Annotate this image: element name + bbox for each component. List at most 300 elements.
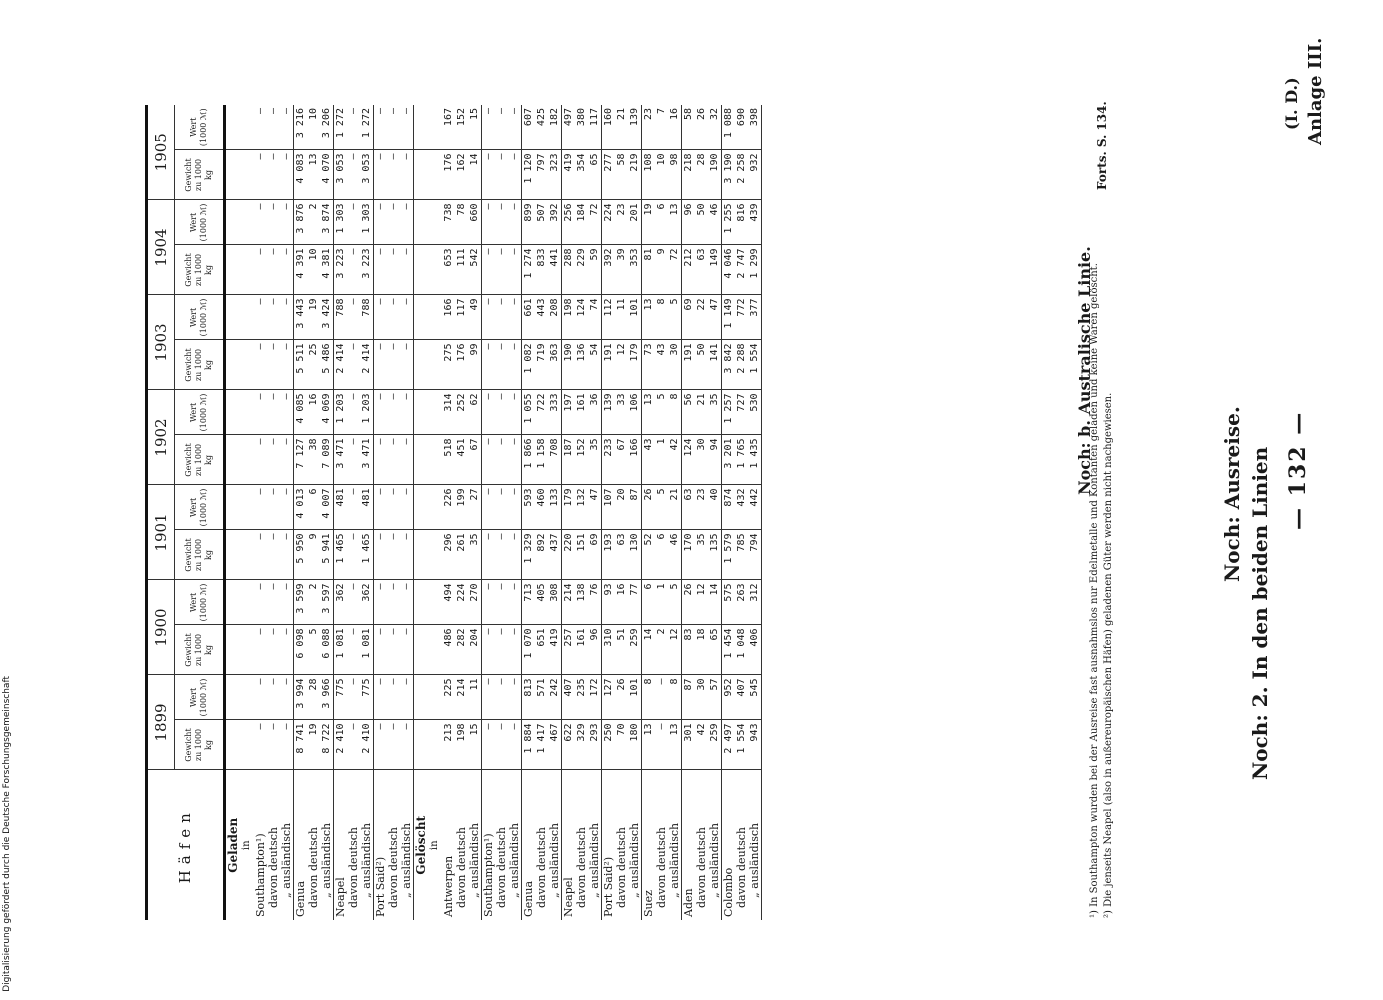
row-label: „ ausländisch [468, 770, 482, 920]
value-cell: 1 203 [334, 390, 348, 435]
weight-cell: 1 329 [522, 530, 536, 580]
weight-cell: 39 [615, 245, 628, 295]
weight-cell: — [374, 625, 388, 675]
weight-cell: 136 [575, 340, 588, 390]
value-cell: 899 [522, 200, 536, 245]
section-title: Geladen [226, 817, 240, 873]
empty-cell [414, 245, 443, 295]
weight-cell: 30 [695, 435, 708, 485]
value-cell: 816 [735, 200, 748, 245]
weight-cell: 229 [575, 245, 588, 295]
weight-cell: 5 [307, 625, 320, 675]
value-cell: 101 [628, 675, 642, 720]
weight-cell: 1 465 [334, 530, 348, 580]
weight-cell: 149 [708, 245, 722, 295]
value-cell: 3 994 [294, 675, 308, 720]
value-cell: — [374, 295, 388, 340]
weight-cell: 785 [735, 530, 748, 580]
weight-cell: — [374, 150, 388, 200]
row-label: davon deutsch [387, 770, 400, 920]
value-cell: 3 966 [320, 675, 334, 720]
value-cell: — [387, 390, 400, 435]
value-cell: 199 [455, 485, 468, 530]
weight-cell: — [347, 435, 360, 485]
weight-cell: — [400, 720, 414, 770]
weight-cell: 191 [682, 340, 696, 390]
value-cell: — [280, 675, 294, 720]
value-cell: — [482, 390, 496, 435]
header-value: Wert (1000 ℳ) [175, 295, 225, 340]
value-cell: — [495, 390, 508, 435]
weight-cell: 1 435 [748, 435, 762, 485]
weight-cell: 130 [628, 530, 642, 580]
weight-cell: 250 [602, 720, 616, 770]
empty-cell [414, 530, 443, 580]
weight-cell: 7 089 [320, 435, 334, 485]
weight-cell: 467 [548, 720, 562, 770]
value-cell: 138 [575, 580, 588, 625]
weight-cell: 46 [668, 530, 682, 580]
weight-cell: 13 [642, 720, 656, 770]
weight-cell: 542 [468, 245, 482, 295]
value-cell: 738 [442, 200, 455, 245]
value-cell: 16 [668, 105, 682, 150]
row-label: „ ausländisch [668, 770, 682, 920]
empty-cell [225, 485, 255, 530]
table-row [254, 105, 267, 920]
value-cell: — [495, 675, 508, 720]
digitization-note: Digitalisierung gefördert durch die Deutsche Forschungsgemeinschaft [2, 676, 12, 992]
weight-cell: — [482, 530, 496, 580]
value-cell: — [267, 200, 280, 245]
value-cell: 392 [548, 200, 562, 245]
footnotes [1088, 263, 1116, 918]
value-cell: 1 257 [722, 390, 736, 435]
weight-cell: 301 [682, 720, 696, 770]
value-cell: 56 [682, 390, 696, 435]
weight-cell: — [495, 245, 508, 295]
table-row [320, 105, 334, 920]
weight-cell: — [254, 720, 267, 770]
weight-cell: 3 053 [334, 150, 348, 200]
row-label: „ ausländisch [320, 770, 334, 920]
value-cell: 952 [722, 675, 736, 720]
table-row [628, 105, 642, 920]
weight-cell: 441 [548, 245, 562, 295]
weight-cell: 162 [455, 150, 468, 200]
weight-cell: — [267, 625, 280, 675]
weight-cell: — [495, 435, 508, 485]
weight-cell: 67 [615, 435, 628, 485]
value-cell: 1 055 [522, 390, 536, 435]
empty-cell [225, 435, 255, 485]
value-cell: 314 [442, 390, 455, 435]
weight-cell: 354 [575, 150, 588, 200]
weight-cell: — [267, 150, 280, 200]
value-cell: 242 [548, 675, 562, 720]
row-label: Antwerpen [442, 770, 455, 920]
value-cell: 47 [708, 295, 722, 340]
weight-cell: — [400, 245, 414, 295]
weight-cell: 4 070 [320, 150, 334, 200]
row-label: davon deutsch [615, 770, 628, 920]
weight-cell: 932 [748, 150, 762, 200]
weight-cell: 28 [695, 150, 708, 200]
value-cell: 308 [548, 580, 562, 625]
weight-cell: 3 223 [334, 245, 348, 295]
table-row [668, 105, 682, 920]
weight-cell: 35 [468, 530, 482, 580]
weight-cell: 35 [695, 530, 708, 580]
section-sub: in [241, 840, 252, 851]
value-cell: 235 [575, 675, 588, 720]
weight-cell: 622 [562, 720, 576, 770]
table-row [562, 105, 576, 920]
header-weight: Gewicht zu 1000 kg [175, 720, 225, 770]
value-cell: 530 [748, 390, 762, 435]
value-cell: 26 [682, 580, 696, 625]
header-value: Wert (1000 ℳ) [175, 485, 225, 530]
value-cell: 8 [668, 390, 682, 435]
row-label: Genua [294, 770, 308, 920]
value-cell: 58 [682, 105, 696, 150]
weight-cell: — [495, 340, 508, 390]
header-weight: Gewicht zu 1000 kg [175, 150, 225, 200]
value-cell: 27 [468, 485, 482, 530]
weight-cell: 2 497 [722, 720, 736, 770]
weight-cell: 190 [562, 340, 576, 390]
weight-cell: 1 579 [722, 530, 736, 580]
value-cell: 101 [628, 295, 642, 340]
empty-cell [225, 105, 255, 150]
weight-cell: — [508, 340, 522, 390]
value-cell: 575 [722, 580, 736, 625]
value-cell: — [400, 580, 414, 625]
row-label: Genua [522, 770, 536, 920]
value-cell: 3 599 [294, 580, 308, 625]
footnote: ¹) In Southampton wurden bei der Ausreise fast ausnahmslos nur Edelmetalle und Kontanten geladen und keine Waren gelöscht. [1089, 263, 1100, 918]
value-cell: 127 [602, 675, 616, 720]
value-cell: 107 [602, 485, 616, 530]
value-cell: 3 216 [294, 105, 308, 150]
value-cell: 362 [334, 580, 348, 625]
weight-cell: 451 [455, 435, 468, 485]
empty-cell [225, 530, 255, 580]
weight-cell: 2 414 [334, 340, 348, 390]
weight-cell: 170 [682, 530, 696, 580]
value-cell: 30 [695, 675, 708, 720]
value-cell: — [495, 295, 508, 340]
weight-cell: — [495, 625, 508, 675]
value-cell: 13 [642, 390, 656, 435]
value-cell: 72 [588, 200, 602, 245]
weight-cell: 219 [628, 150, 642, 200]
weight-cell: — [400, 340, 414, 390]
table-row [294, 105, 308, 920]
weight-cell: 1 554 [735, 720, 748, 770]
value-cell: — [254, 675, 267, 720]
value-cell: — [508, 105, 522, 150]
value-cell: 133 [548, 485, 562, 530]
value-cell: 256 [562, 200, 576, 245]
value-cell: — [267, 105, 280, 150]
value-cell: 7 [655, 105, 668, 150]
value-cell: 117 [588, 105, 602, 150]
weight-cell: 50 [695, 340, 708, 390]
weight-cell: 4 391 [294, 245, 308, 295]
weight-cell: 63 [615, 530, 628, 580]
value-cell: 50 [695, 200, 708, 245]
table-row [655, 105, 668, 920]
weight-cell: 151 [575, 530, 588, 580]
annex-label: Anlage III. [1305, 37, 1326, 145]
value-cell: 312 [748, 580, 762, 625]
value-cell: 26 [642, 485, 656, 530]
weight-cell: 437 [548, 530, 562, 580]
header-year: 1901 [147, 485, 175, 580]
header-year: 1902 [147, 390, 175, 485]
statistics-table [145, 105, 762, 920]
value-cell: 40 [708, 485, 722, 530]
value-cell: 74 [588, 295, 602, 340]
weight-cell: — [482, 625, 496, 675]
weight-cell: — [254, 530, 267, 580]
value-cell: 460 [535, 485, 548, 530]
value-cell: — [508, 485, 522, 530]
weight-cell: 329 [575, 720, 588, 770]
weight-cell: 180 [628, 720, 642, 770]
value-cell: 117 [455, 295, 468, 340]
weight-cell: 161 [575, 625, 588, 675]
weight-cell: 12 [615, 340, 628, 390]
value-cell: 6 [655, 200, 668, 245]
empty-cell [225, 295, 255, 340]
weight-cell: 65 [708, 625, 722, 675]
value-cell: 63 [682, 485, 696, 530]
weight-cell: 3 053 [360, 150, 374, 200]
value-cell: 214 [562, 580, 576, 625]
value-cell: 2 [307, 580, 320, 625]
weight-cell: — [347, 150, 360, 200]
value-cell: 226 [442, 485, 455, 530]
weight-cell: 1 158 [535, 435, 548, 485]
weight-cell: — [347, 625, 360, 675]
weight-cell: 282 [455, 625, 468, 675]
value-cell: 139 [628, 105, 642, 150]
weight-cell: 14 [642, 625, 656, 675]
value-cell: — [482, 675, 496, 720]
row-label: Neapel [334, 770, 348, 920]
value-cell: — [508, 200, 522, 245]
weight-cell: 43 [642, 435, 656, 485]
value-cell: 225 [442, 675, 455, 720]
value-cell: — [267, 675, 280, 720]
value-cell: 8 [655, 295, 668, 340]
value-cell: — [495, 485, 508, 530]
row-label: davon deutsch [347, 770, 360, 920]
value-cell: 545 [748, 675, 762, 720]
value-cell: — [254, 105, 267, 150]
weight-cell: — [280, 625, 294, 675]
value-cell: 26 [615, 675, 628, 720]
table-row [334, 105, 348, 920]
weight-cell: — [400, 625, 414, 675]
weight-cell: — [374, 530, 388, 580]
table-row [735, 105, 748, 920]
weight-cell: 257 [562, 625, 576, 675]
value-cell: — [280, 390, 294, 435]
weight-cell: — [267, 530, 280, 580]
value-cell: 14 [708, 580, 722, 625]
row-label: „ ausländisch [548, 770, 562, 920]
value-cell: 21 [668, 485, 682, 530]
section-heading: Noch: 2. In den beiden Linien [1248, 446, 1272, 780]
weight-cell: 2 [655, 625, 668, 675]
row-label: Neapel [562, 770, 576, 920]
value-cell: — [254, 200, 267, 245]
weight-cell: 212 [682, 245, 696, 295]
section-title: Gelöscht [414, 815, 428, 875]
row-label: „ ausländisch [360, 770, 374, 920]
weight-cell: — [508, 150, 522, 200]
weight-cell: 65 [588, 150, 602, 200]
weight-cell: 10 [655, 150, 668, 200]
weight-cell: 1 554 [748, 340, 762, 390]
value-cell: 377 [748, 295, 762, 340]
weight-cell: 3 842 [722, 340, 736, 390]
weight-cell: 719 [535, 340, 548, 390]
weight-cell: 176 [442, 150, 455, 200]
value-cell: 22 [695, 295, 708, 340]
weight-cell: 892 [535, 530, 548, 580]
weight-cell: 353 [628, 245, 642, 295]
value-cell: — [508, 580, 522, 625]
weight-cell: 1 274 [522, 245, 536, 295]
value-cell: 15 [468, 105, 482, 150]
weight-cell: — [508, 720, 522, 770]
weight-cell: 2 410 [334, 720, 348, 770]
weight-cell: 277 [602, 150, 616, 200]
weight-cell: 9 [307, 530, 320, 580]
weight-cell: 10 [307, 245, 320, 295]
weight-cell: 1 417 [535, 720, 548, 770]
value-cell: 660 [468, 200, 482, 245]
empty-cell [414, 150, 443, 200]
weight-cell: 2 410 [360, 720, 374, 770]
value-cell: 5 [655, 485, 668, 530]
value-cell: 690 [735, 105, 748, 150]
row-label: „ ausländisch [708, 770, 722, 920]
value-cell: 46 [708, 200, 722, 245]
value-cell: — [267, 580, 280, 625]
empty-cell [414, 485, 443, 530]
table-row [387, 105, 400, 920]
value-cell: 26 [695, 105, 708, 150]
weight-cell: 419 [562, 150, 576, 200]
weight-cell: — [495, 720, 508, 770]
row-label: davon deutsch [455, 770, 468, 920]
value-cell: 432 [735, 485, 748, 530]
table-row [347, 105, 360, 920]
empty-cell [414, 105, 443, 150]
value-cell: — [280, 295, 294, 340]
continued-note: Forts. S. 134. [1095, 101, 1109, 190]
value-cell: — [482, 200, 496, 245]
table-row [642, 105, 656, 920]
weight-cell: 14 [468, 150, 482, 200]
value-cell: — [347, 295, 360, 340]
weight-cell: — [254, 625, 267, 675]
weight-cell: — [254, 435, 267, 485]
value-cell: 57 [708, 675, 722, 720]
value-cell: 93 [602, 580, 616, 625]
value-cell: — [400, 485, 414, 530]
value-cell: — [254, 295, 267, 340]
weight-cell: 708 [548, 435, 562, 485]
table-row [455, 105, 468, 920]
weight-cell: 1 082 [522, 340, 536, 390]
value-cell: — [374, 390, 388, 435]
value-cell: 124 [575, 295, 588, 340]
weight-cell: — [280, 435, 294, 485]
row-label: Southampton¹) [254, 770, 267, 920]
value-cell: — [280, 200, 294, 245]
weight-cell: 19 [307, 720, 320, 770]
weight-cell: — [254, 150, 267, 200]
empty-cell [225, 625, 255, 675]
value-cell: 788 [334, 295, 348, 340]
row-label: Southampton¹) [482, 770, 496, 920]
weight-cell: 1 866 [522, 435, 536, 485]
weight-cell: — [508, 435, 522, 485]
value-cell: 20 [615, 485, 628, 530]
weight-cell: 43 [655, 340, 668, 390]
section-unloaded [414, 105, 443, 920]
header-value: Wert (1000 ℳ) [175, 105, 225, 150]
header-weight: Gewicht zu 1000 kg [175, 435, 225, 485]
weight-cell: 83 [682, 625, 696, 675]
value-cell: — [387, 485, 400, 530]
value-cell: 19 [642, 200, 656, 245]
value-cell: 439 [748, 200, 762, 245]
weight-cell: — [347, 340, 360, 390]
weight-cell: 13 [307, 150, 320, 200]
weight-cell: 179 [628, 340, 642, 390]
value-cell: 21 [695, 390, 708, 435]
weight-cell: — [347, 245, 360, 295]
weight-cell: — [400, 530, 414, 580]
value-cell: 13 [668, 200, 682, 245]
weight-cell: — [400, 435, 414, 485]
value-cell: 425 [535, 105, 548, 150]
footnote: ²) Die jenseits Neapel (also in außereuropäischen Häfen) geladenen Güter werden nicht nachgewiesen. [1103, 392, 1114, 918]
value-cell: — [254, 485, 267, 530]
weight-cell: — [508, 625, 522, 675]
header-weight: Gewicht zu 1000 kg [175, 245, 225, 295]
value-cell: — [495, 105, 508, 150]
value-cell: — [254, 390, 267, 435]
weight-cell: — [387, 625, 400, 675]
weight-cell: 166 [628, 435, 642, 485]
value-cell: 77 [628, 580, 642, 625]
table-row [307, 105, 320, 920]
weight-cell: 30 [668, 340, 682, 390]
value-cell: 214 [455, 675, 468, 720]
empty-cell [225, 150, 255, 200]
value-cell: 1 272 [360, 105, 374, 150]
weight-cell: 73 [642, 340, 656, 390]
value-cell: 12 [695, 580, 708, 625]
